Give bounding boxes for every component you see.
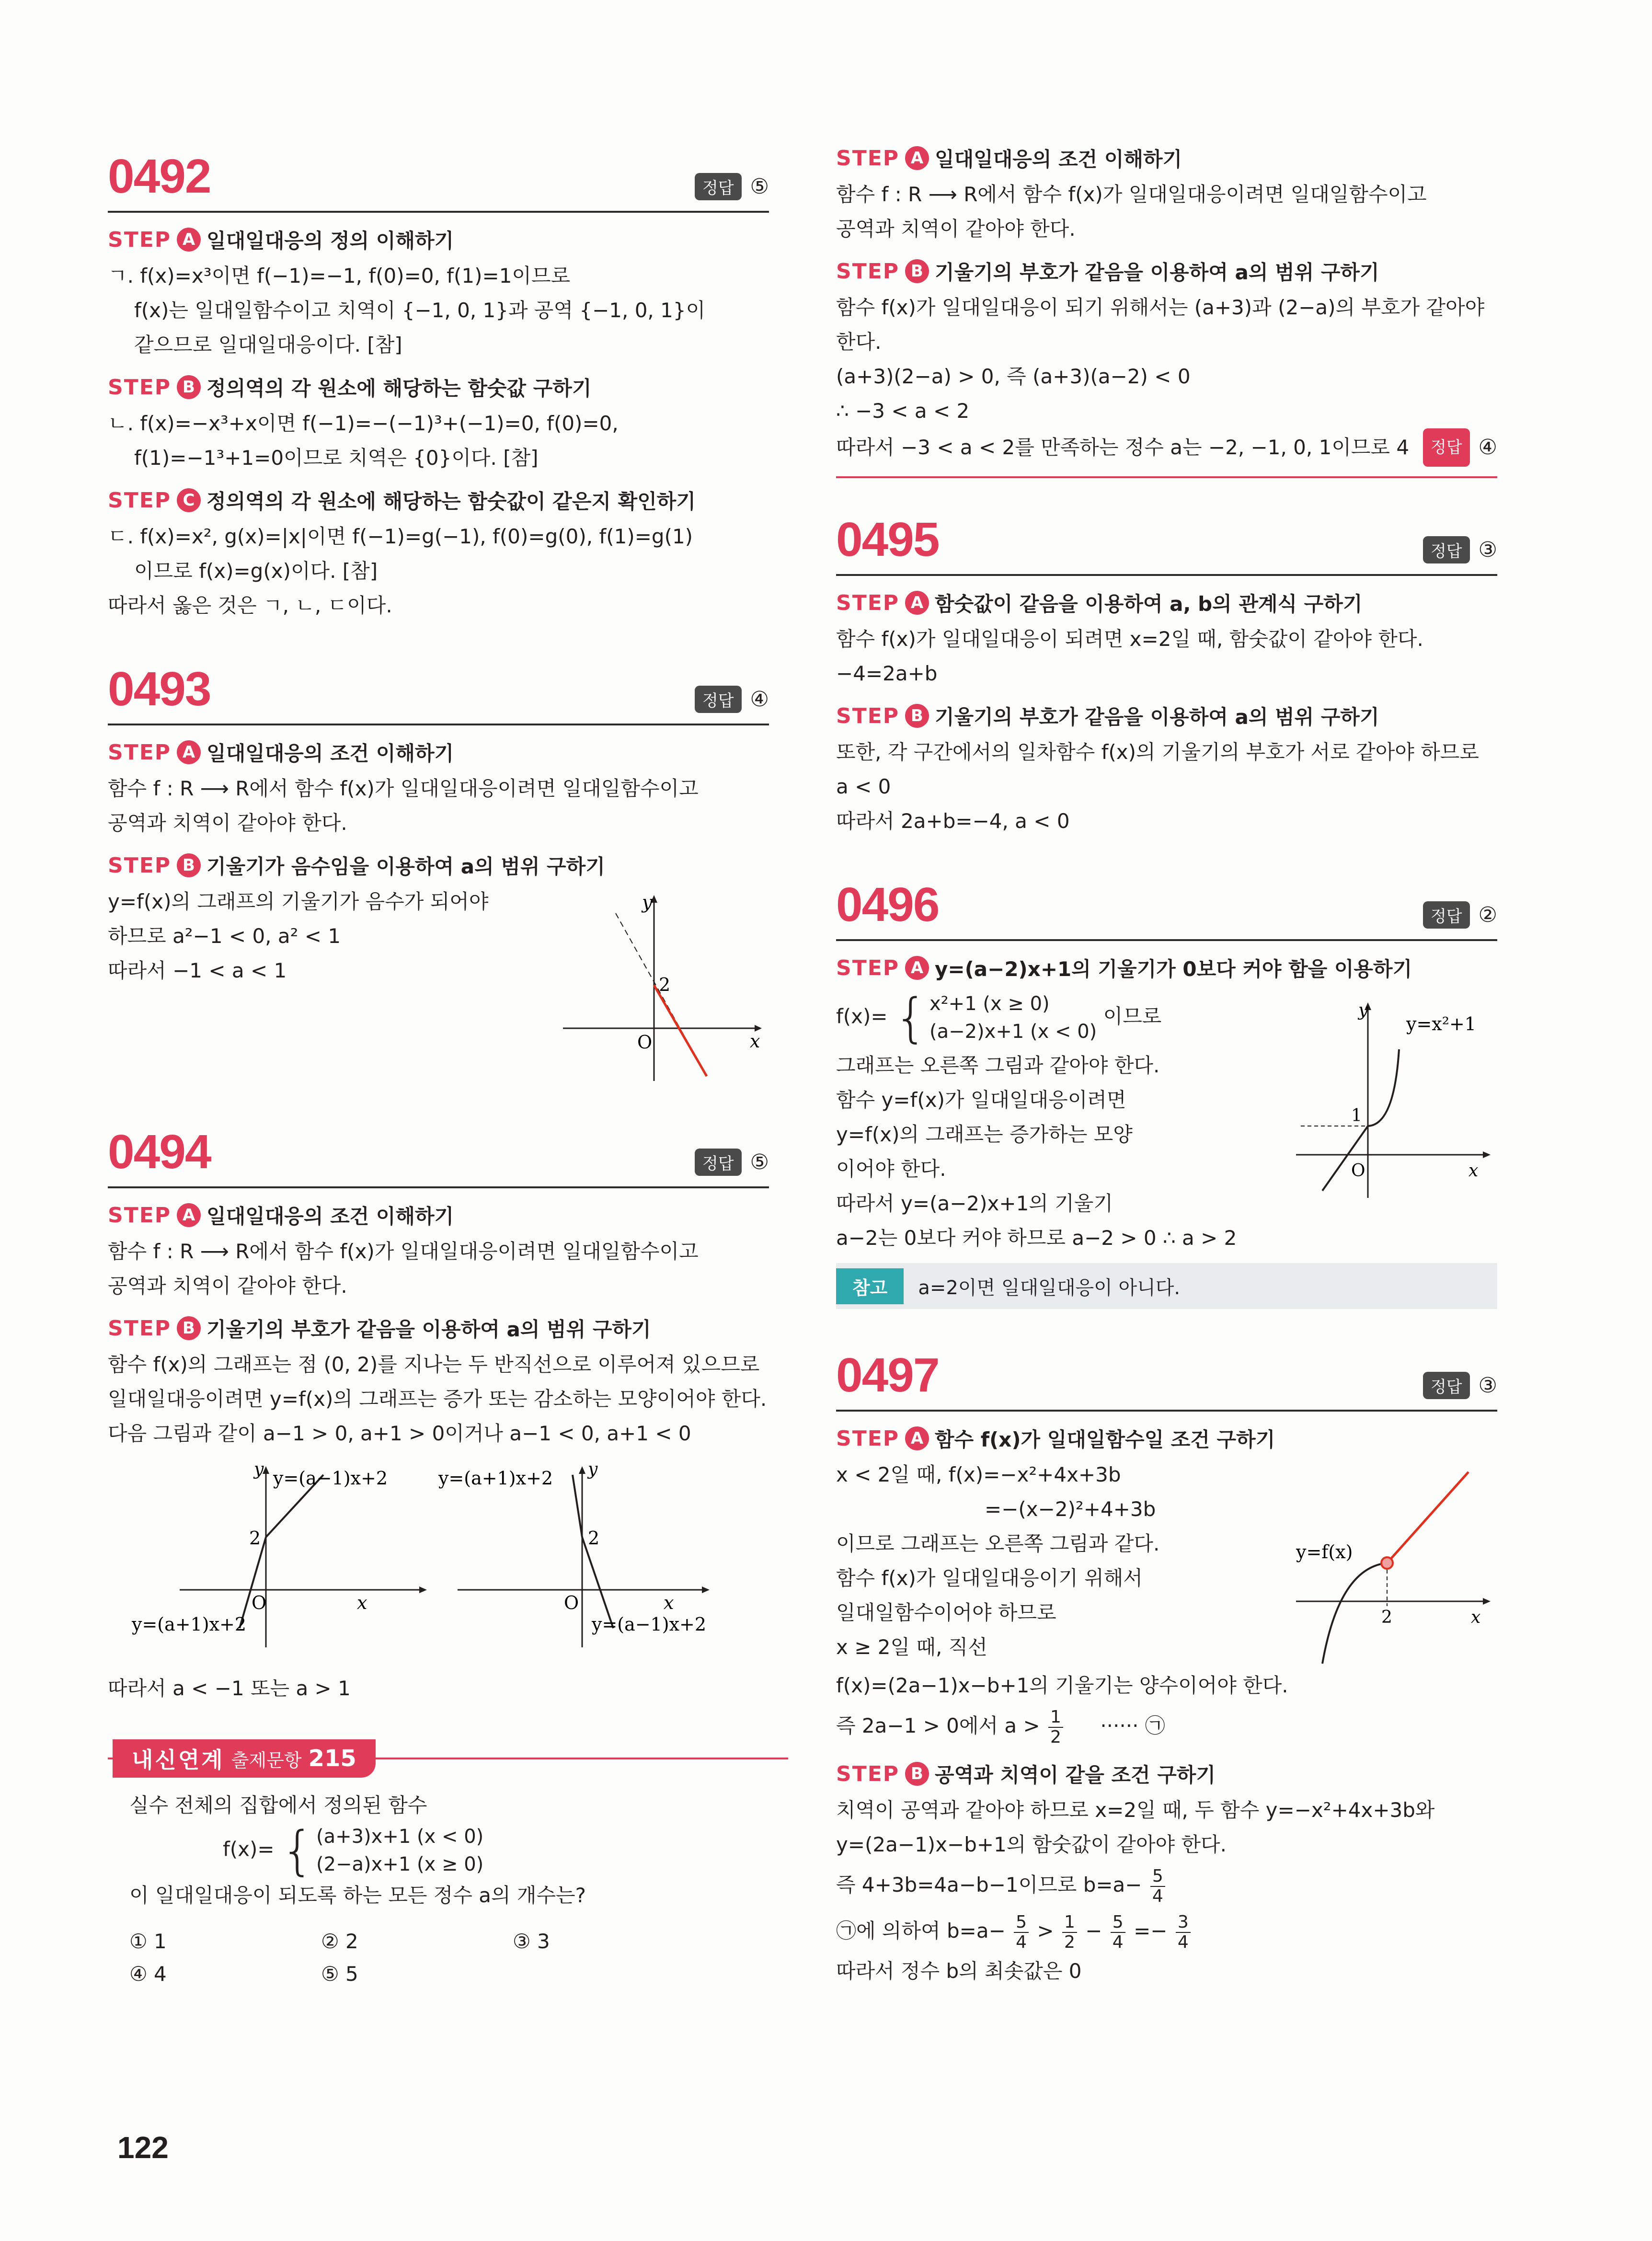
solution-line: x ≥ 2일 때, 직선: [836, 1635, 987, 1659]
solution-line: 함수 f : R ⟶ R에서 함수 f(x)가 일대일대응이려면 일대일함수이고: [836, 183, 1427, 206]
solution-final: [836, 428, 1497, 467]
numerator: 1: [1048, 1708, 1063, 1728]
text: =−: [1134, 1919, 1168, 1942]
problem-number: 0493: [108, 662, 211, 716]
problem-number: 0492: [108, 149, 211, 203]
question-line: 이 일대일대응이 되도록 하는 모든 정수 a의 개수는?: [129, 1884, 586, 1907]
step-word: STEP: [108, 227, 172, 252]
numerator: 5: [1014, 1913, 1029, 1933]
problem-header: [836, 872, 1497, 941]
step-title: 일대일대응의 조건 이해하기: [935, 148, 1182, 171]
answer: [1423, 428, 1497, 467]
question-line: 실수 전체의 집합에서 정의된 함수: [129, 1793, 427, 1817]
answer-badge: 정답: [695, 686, 742, 713]
y-label: y: [642, 892, 653, 913]
solution-line: f(1)=−1³+1=0이므로 치역은 {0}이다. [참]: [134, 446, 539, 470]
choice-3[interactable]: ③ 3: [513, 1930, 550, 1953]
solution-line: 함수 f : R ⟶ R에서 함수 f(x)가 일대일대응이려면 일대일함수이고: [108, 1240, 699, 1263]
solution-line: 또한, 각 구간에서의 일차함수 f(x)의 기울기의 부호가 서로 같아야 하므로: [836, 740, 1479, 764]
step-letter: B: [905, 259, 929, 283]
graph-row: [108, 1456, 769, 1666]
solution-text: [836, 987, 1296, 1255]
text: 즉 2a−1 > 0에서 a >: [836, 1714, 1040, 1737]
related-exam-header: [108, 1739, 769, 1779]
step-title: 일대일대응의 정의 이해하기: [206, 229, 454, 253]
solution-line: 공역과 치역이 같아야 한다.: [108, 811, 347, 835]
step-heading: [108, 486, 769, 515]
problem-number: 0495: [836, 513, 939, 566]
step-letter: B: [905, 1762, 929, 1786]
fx-label: f(x)=: [223, 1837, 275, 1861]
step-word: STEP: [108, 1203, 172, 1228]
choice-4[interactable]: ④ 4: [129, 1962, 167, 1986]
step-word: STEP: [836, 259, 900, 284]
step-letter: C: [177, 488, 201, 512]
solution-line: 함수 f : R ⟶ R에서 함수 f(x)가 일대일대응이려면 일대일함수이고: [108, 777, 699, 800]
x-label: x: [664, 1592, 674, 1613]
solution-with-graph: [836, 1458, 1497, 1668]
solution-line: 이어야 한다.: [836, 1157, 946, 1181]
piecewise: [894, 987, 1097, 1048]
fx-label: f(x)=: [836, 1004, 888, 1028]
step-title: y=(a−2)x+1의 기울기가 0보다 커야 함을 이용하기: [935, 957, 1412, 981]
x-label: x: [750, 1031, 760, 1052]
problem-0492: [108, 144, 769, 623]
y-label: y: [254, 1460, 264, 1479]
answer: [1423, 1372, 1497, 1399]
step-letter: B: [177, 375, 201, 399]
solution-line: −4=2a+b: [836, 662, 938, 685]
denominator: 4: [1152, 1886, 1163, 1906]
numerator: 5: [1150, 1867, 1165, 1887]
choice-5[interactable]: ⑤ 5: [321, 1962, 358, 1986]
step-title: 정의역의 각 원소에 해당하는 함숫값이 같은지 확인하기: [206, 490, 696, 513]
problem-number: 0494: [108, 1125, 211, 1179]
step-word: STEP: [108, 853, 172, 878]
step-word: STEP: [836, 146, 900, 171]
step-title: 일대일대응의 조건 이해하기: [206, 1205, 454, 1228]
solution-line: 치역이 공역과 같아야 하므로 x=2일 때, 두 함수 y=−x²+4x+3b와: [836, 1798, 1435, 1822]
solution-line: x < 2일 때, f(x)=−x²+4x+3b: [836, 1463, 1121, 1486]
text: ㉠에 의하여 b=a−: [836, 1919, 1006, 1942]
denominator: 4: [1177, 1932, 1189, 1952]
solution-with-graph: [108, 885, 769, 1086]
curve-label: y=x²+1: [1406, 1013, 1476, 1034]
answer: [695, 173, 769, 200]
step-heading: [836, 144, 1497, 172]
solution-function: [836, 987, 1296, 1048]
label-number: 215: [308, 1745, 356, 1772]
solution-line: 따라서 정수 b의 최솟값은 0: [836, 1959, 1082, 1983]
graph-0497: [1286, 1458, 1497, 1668]
step-title: 일대일대응의 조건 이해하기: [206, 742, 454, 765]
solution-text: [108, 885, 558, 988]
x-label: x: [1471, 1608, 1481, 1627]
text: −: [1085, 1919, 1102, 1942]
solution-line: 공역과 치역이 같아야 한다.: [836, 217, 1076, 241]
solution-line: 따라서 y=(a−2)x+1의 기울기: [836, 1192, 1113, 1215]
solution-line: 공역과 치역이 같아야 한다.: [108, 1274, 347, 1298]
case-1: x²+1 (x ≥ 0): [929, 993, 1050, 1015]
step-title: 공역과 치역이 같을 조건 구하기: [935, 1763, 1216, 1787]
solution-line: 함수 f(x)가 일대일대응이 되기 위해서는 (a+3)과 (2−a)의 부호가 같아야: [836, 296, 1485, 319]
lower-ray-label: y=(a+1)x+2: [132, 1614, 247, 1635]
solution-line: 따라서 옳은 것은 ㄱ, ㄴ, ㄷ이다.: [108, 594, 392, 617]
fraction: [1111, 1913, 1125, 1952]
related-exam-label: [113, 1739, 376, 1778]
x-axis-arrow-icon: [419, 1586, 427, 1593]
problem-number: 0497: [836, 1348, 939, 1402]
numerator: 3: [1176, 1913, 1191, 1933]
solution-line: f(x)=(2a−1)x−b+1의 기울기는 양수이어야 한다.: [836, 1674, 1288, 1697]
parabola-curve: [1322, 1563, 1387, 1664]
intercept-label: 2: [659, 974, 671, 995]
step-heading: [836, 701, 1497, 730]
step-word: STEP: [836, 703, 900, 728]
numerator: 1: [1062, 1913, 1077, 1933]
solution-line-fraction: [836, 1908, 1497, 1954]
note-box: [836, 1263, 1497, 1309]
problem-0497: [836, 1343, 1497, 1988]
y-label: y: [588, 1460, 598, 1479]
text: >: [1037, 1919, 1054, 1942]
choice-2[interactable]: ② 2: [321, 1930, 358, 1953]
step-letter: A: [177, 1203, 201, 1227]
intercept-label: 2: [249, 1528, 261, 1549]
red-line: [1387, 1472, 1468, 1563]
choice-1[interactable]: ① 1: [129, 1930, 167, 1953]
fraction: [1176, 1913, 1191, 1952]
step-letter: A: [905, 591, 929, 615]
graph-0496: [1296, 987, 1497, 1207]
piecewise: [280, 1820, 484, 1881]
final-text: 따라서 −3 < a < 2를 만족하는 정수 a는 −2, −1, 0, 1이므로 4: [836, 436, 1410, 459]
denominator: 4: [1016, 1932, 1027, 1952]
step-letter: B: [177, 853, 201, 877]
step-heading: [836, 257, 1497, 286]
answer-badge: 정답: [695, 173, 742, 200]
left-column: [108, 144, 769, 1990]
step-title: 기울기의 부호가 같음을 이용하여 a의 범위 구하기: [935, 261, 1379, 284]
solution-line-fraction: [836, 1703, 1497, 1749]
step-letter: A: [177, 740, 201, 764]
solution-related-exam: [836, 144, 1497, 478]
step-word: STEP: [836, 1426, 900, 1451]
solution-line: y=f(x)의 그래프의 기울기가 음수가 되어야: [108, 890, 489, 913]
x-axis-arrow-icon: [702, 1586, 710, 1593]
step-word: STEP: [108, 488, 172, 513]
text: ······ ㉠: [1100, 1714, 1165, 1737]
intercept-label: 2: [588, 1528, 600, 1549]
solution-line: 다음 그림과 같이 a−1 > 0, a+1 > 0이거나 a−1 < 0, a+1 < 0: [108, 1422, 691, 1445]
lower-ray-label: y=(a−1)x+2: [592, 1614, 707, 1635]
x-label: x: [357, 1592, 367, 1613]
red-line: [654, 985, 707, 1076]
step-letter: B: [177, 1316, 201, 1340]
problem-0493: [108, 656, 769, 1086]
problem-header: [108, 656, 769, 725]
step-heading: [836, 954, 1497, 982]
solution-line: 일대일대응이려면 y=f(x)의 그래프는 증가 또는 감소하는 모양이어야 한다.: [108, 1387, 767, 1411]
upper-ray-label: y=(a−1)x+2: [273, 1468, 388, 1489]
step-title: 함숫값이 같음을 이용하여 a, b의 관계식 구하기: [935, 592, 1363, 616]
solution-line: 같으므로 일대일대응이다. [참]: [134, 333, 402, 356]
fraction: [1014, 1913, 1029, 1952]
step-heading: [108, 225, 769, 254]
right-column: [836, 144, 1497, 2022]
origin-label: O: [252, 1592, 267, 1613]
solution-line: a−2는 0보다 커야 하므로 a−2 > 0 ∴ a > 2: [836, 1226, 1237, 1250]
left-ray: [1322, 1126, 1368, 1191]
solution-line: 함수 f(x)가 일대일대응이 되려면 x=2일 때, 함숫값이 같아야 한다.: [836, 627, 1423, 651]
solution-line: 이므로 그래프는 오른쪽 그림과 같다.: [836, 1532, 1160, 1555]
step-title: 기울기의 부호가 같음을 이용하여 a의 범위 구하기: [935, 705, 1379, 729]
solution-line: (a+3)(2−a) > 0, 즉 (a+3)(a−2) < 0: [836, 365, 1191, 388]
y-label: y: [1358, 1000, 1368, 1020]
step-word: STEP: [108, 375, 172, 400]
step-heading: [108, 373, 769, 402]
origin-label: O: [1351, 1161, 1365, 1181]
answer: [1423, 536, 1497, 563]
answer-value: ③: [1478, 1373, 1497, 1398]
y-axis-arrow-icon: [579, 1466, 585, 1474]
answer-badge: 정답: [1423, 428, 1470, 467]
step-heading: [108, 738, 769, 767]
x-label: x: [1468, 1161, 1479, 1181]
related-exam-problem: [108, 1739, 769, 1990]
solution-line: 한다.: [836, 330, 882, 354]
problem-header: [836, 507, 1497, 576]
answer: [695, 1149, 769, 1176]
answer-badge: 정답: [1423, 901, 1470, 929]
solution-line: 함수 y=f(x)가 일대일대응이려면: [836, 1088, 1126, 1112]
solution-line: f(x)는 일대일함수이고 치역이 {−1, 0, 1}과 공역 {−1, 0, 1}이: [134, 299, 706, 322]
solution-line: 따라서 2a+b=−4, a < 0: [836, 809, 1070, 833]
step-heading: [836, 588, 1497, 617]
cases: [316, 1823, 483, 1878]
step-title: 함수 f(x)가 일대일함수일 조건 구하기: [935, 1428, 1275, 1451]
note-text: a=2이면 일대일대응이 아니다.: [918, 1276, 1181, 1299]
brace-icon: {: [894, 987, 928, 1048]
label-sub: 출제문항: [231, 1749, 302, 1771]
solution-line: y=(2a−1)x−b+1의 함숫값이 같아야 한다.: [836, 1833, 1227, 1856]
junction-point: [1381, 1557, 1393, 1569]
answer-value: ④: [1478, 435, 1497, 460]
step-word: STEP: [836, 590, 900, 615]
problem-0494: [108, 1119, 769, 1706]
denominator: 2: [1064, 1932, 1075, 1952]
solution-line-fraction: [836, 1862, 1497, 1908]
problem-header: [108, 1119, 769, 1188]
page-number: 122: [117, 2130, 169, 2165]
solution-line: 따라서 −1 < a < 1: [108, 959, 287, 982]
brace-icon: {: [280, 1820, 314, 1881]
step-letter: A: [905, 146, 929, 170]
case-2: (a−2)x+1 (x < 0): [929, 1021, 1097, 1043]
problem-header: [108, 144, 769, 213]
fraction: [1062, 1913, 1077, 1952]
problem-number: 0496: [836, 878, 939, 931]
solution-text: [836, 1458, 1286, 1665]
step-letter: B: [905, 704, 929, 728]
origin-label: O: [637, 1032, 653, 1053]
graph-0493: [558, 885, 769, 1086]
solution-line: 함수 f(x)의 그래프는 점 (0, 2)를 지나는 두 반직선으로 이루어져 있으므로: [108, 1353, 760, 1376]
answer-value: ③: [1478, 538, 1497, 562]
solution-line: 하므로 a²−1 < 0, a² < 1: [108, 924, 341, 948]
problem-0496: [836, 872, 1497, 1309]
step-heading: [108, 1314, 769, 1343]
numerator: 5: [1111, 1913, 1125, 1933]
intercept-label: 1: [1351, 1106, 1362, 1126]
curve-label: y=f(x): [1296, 1541, 1353, 1563]
answer-value: ⑤: [750, 174, 769, 199]
solution-with-graph: [836, 987, 1497, 1255]
fraction: [1048, 1708, 1063, 1747]
problem-header: [836, 1343, 1497, 1412]
answer-value: ④: [750, 687, 769, 712]
step-title: 정의역의 각 원소에 해당하는 함숫값 구하기: [206, 377, 592, 400]
x-axis-arrow-icon: [1483, 1598, 1491, 1605]
case-2: (2−a)x+1 (x ≥ 0): [316, 1853, 484, 1875]
upper-ray-label: y=(a+1)x+2: [438, 1468, 553, 1489]
step-heading: [836, 1759, 1497, 1788]
after-text: 이므로: [1103, 1004, 1162, 1028]
answer: [1423, 901, 1497, 929]
case-1: (a+3)x+1 (x < 0): [316, 1826, 484, 1848]
step-word: STEP: [836, 955, 900, 980]
solution-line: 따라서 a < −1 또는 a > 1: [108, 1677, 351, 1700]
note-badge: 참고: [836, 1268, 904, 1304]
solution-line: 그래프는 오른쪽 그림과 같아야 한다.: [836, 1054, 1160, 1077]
step-letter: A: [905, 956, 929, 980]
origin-label: O: [564, 1592, 579, 1613]
answer-badge: 정답: [1423, 1372, 1470, 1399]
step-letter: A: [905, 1426, 929, 1450]
upper-ray: [573, 1475, 582, 1537]
fraction: [1150, 1867, 1165, 1906]
step-word: STEP: [108, 1316, 172, 1341]
graph-0494-decreasing: [438, 1456, 769, 1666]
graph-0494-increasing: [108, 1456, 438, 1666]
step-word: STEP: [108, 740, 172, 765]
step-letter: A: [177, 228, 201, 252]
x-axis-arrow-icon: [1483, 1151, 1491, 1158]
choices: [108, 1925, 769, 1990]
answer-badge: 정답: [1423, 536, 1470, 563]
solution-line: 일대일함수이어야 하므로: [836, 1601, 1056, 1624]
denominator: 2: [1050, 1727, 1061, 1747]
answer-value: ⑤: [750, 1150, 769, 1174]
step-title: 기울기가 음수임을 이용하여 a의 범위 구하기: [206, 855, 605, 878]
solution-line: ㄷ. f(x)=x², g(x)=|x|이면 f(−1)=g(−1), f(0)=g(0), f(1)=g(1): [108, 525, 693, 548]
solution-line: =−(x−2)²+4+3b: [985, 1497, 1156, 1521]
answer: [695, 686, 769, 713]
denominator: 4: [1112, 1932, 1124, 1952]
solution-line: a < 0: [836, 775, 891, 798]
solution-line: 이므로 f(x)=g(x)이다. [참]: [134, 559, 378, 583]
step-title: 기울기의 부호가 같음을 이용하여 a의 범위 구하기: [206, 1318, 651, 1341]
answer-badge: 정답: [695, 1149, 742, 1176]
step-word: STEP: [836, 1761, 900, 1786]
solution-line: y=f(x)의 그래프는 증가하는 모양: [836, 1123, 1133, 1146]
cases: [929, 990, 1097, 1046]
solution-line: ∴ −3 < a < 2: [836, 399, 970, 423]
solution-line: ㄴ. f(x)=−x³+x이면 f(−1)=−(−1)³+(−1)=0, f(0)=0,: [108, 412, 619, 435]
solution-line: 함수 f(x)가 일대일대응이기 위해서: [836, 1566, 1143, 1590]
parabola-curve: [1368, 1049, 1399, 1126]
step-heading: [108, 851, 769, 880]
problem-0495: [836, 507, 1497, 839]
answer-value: ②: [1478, 903, 1497, 927]
label-main: 내신연계: [132, 1747, 225, 1773]
solution-line: ㄱ. f(x)=x³이면 f(−1)=−1, f(0)=0, f(1)=1이므로: [108, 264, 571, 287]
text: 즉 4+3b=4a−b−1이므로 b=a−: [836, 1873, 1142, 1896]
step-heading: [108, 1201, 769, 1230]
step-heading: [836, 1424, 1497, 1453]
question-function: [108, 1820, 769, 1881]
tick-label: 2: [1381, 1608, 1392, 1627]
